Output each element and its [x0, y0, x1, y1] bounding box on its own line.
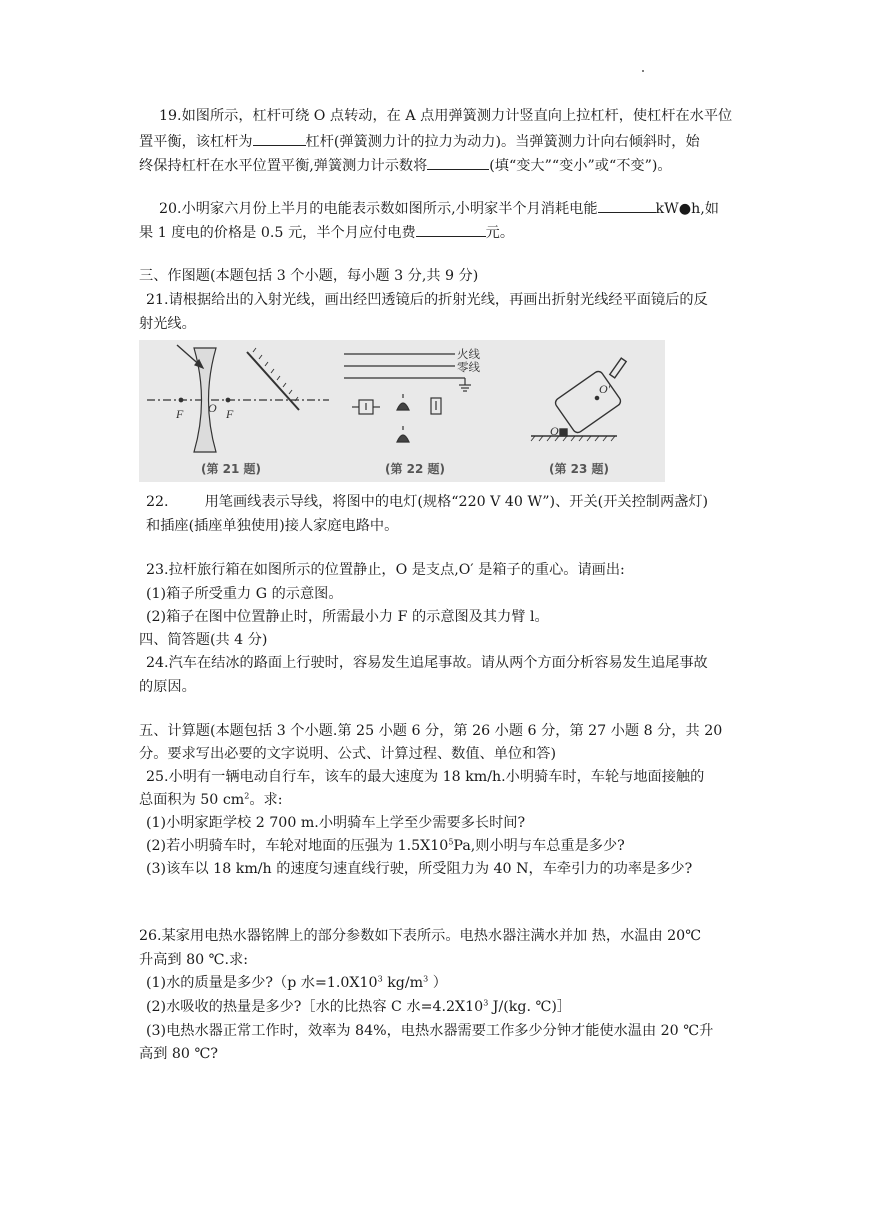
q20-line-1-end: kW●h,如	[655, 201, 719, 217]
q26-line-6: 高到 80 ℃?	[139, 1046, 218, 1062]
q26-line-3-end: ）	[428, 975, 447, 991]
q25-line-4-start: (2)若小明骑车时，车轮对地面的压强为 1.5X10	[146, 838, 449, 854]
q20-line-2-start: 果 1 度电的价格是 0.5 元，半个月应付电费	[139, 225, 416, 241]
caption-q21: (第 21 题)	[201, 462, 262, 476]
q19-line-2	[139, 131, 700, 152]
center-of-gravity-dot	[595, 396, 598, 399]
q19-line-2-end: 杠杆(弹簧测力计的拉力为动力)。当弹簧测力计向右倾斜时，始	[305, 134, 700, 150]
q26-line-4-start: (2)水吸收的热量是多少?［水的比热容 C 水=4.2X10	[146, 999, 484, 1015]
q25-line-2	[139, 790, 282, 810]
suitcase-body	[554, 370, 623, 435]
q21-line-1: 21.请根据给出的入射光线，画出经凹透镜后的折射光线，再画出折射光线经平面镜后的反	[146, 292, 708, 308]
q19-line-1: 19.如图所示，杠杆可绕 O 点转动，在 A 点用弹簧测力计竖直向上拉杠杆，使杠杆在水平位	[159, 108, 733, 124]
q26-line-3	[146, 973, 447, 993]
q20-line-1	[159, 198, 719, 219]
q26-line-3-start: (1)水的质量是多少?（p 水=1.0X10	[146, 975, 378, 991]
q20-line-1-start: 20.小明家六月份上半月的电能表示数如图所示,小明家半个月消耗电能	[159, 201, 598, 217]
q22-number: 22.	[146, 494, 169, 510]
q22-line-1	[146, 492, 708, 512]
caption-q22: (第 22 题)	[385, 462, 446, 476]
label-pivot: O	[550, 424, 559, 438]
q19-line-3	[139, 155, 672, 176]
focus-left-dot	[179, 398, 183, 402]
q25-line-5: (3)该车以 18 km/h 的速度匀速直线行驶，所受阻力为 40 N，车牵引力的功率是多少?	[146, 861, 693, 877]
q23-line-2: (1)箱子所受重力 G 的示意图。	[146, 586, 343, 602]
q25-line-4-end: Pa,则小明与车总重是多少?	[453, 838, 625, 854]
q26-line-3-sup-1: 3	[377, 974, 383, 984]
label-live-wire: 火线	[457, 347, 480, 361]
lamp-2	[397, 435, 409, 442]
q23-diagram	[531, 358, 626, 441]
q25-line-2-start: 总面积为 50 cm	[139, 792, 245, 808]
q22-diagram	[344, 354, 471, 442]
q22-line-2: 和插座(插座单独使用)接人家庭电路中。	[146, 518, 399, 534]
figure-strip	[139, 340, 665, 482]
q19-blank-2[interactable]	[427, 155, 489, 170]
label-optical-center: O	[208, 401, 217, 415]
suitcase-handle	[610, 358, 626, 378]
q26-line-3-mid: kg/m	[382, 975, 424, 991]
q25-line-1: 25.小明有一辆电动自行车，该车的最大速度为 18 km/h.小明骑车时，车轮与地面接触的	[146, 769, 705, 785]
q26-line-4	[146, 997, 571, 1017]
q19-line-3-end: (填“变大”“变小”或“不变”)。	[489, 158, 672, 174]
q25-line-2-end: 。求:	[249, 792, 283, 808]
q26-line-1: 26.某家用电热水器铭牌上的部分参数如下表所示。电热水器注满水并加 热，水温由 20℃	[139, 928, 702, 944]
q26-line-3-sup-2: 3	[423, 974, 429, 984]
q20-line-2	[139, 222, 514, 243]
q19-line-2-start: 置平衡，该杠杆为	[139, 134, 253, 150]
q22-text: 用笔画线表示导线，将图中的电灯(规格“220 V 40 W”)、开关(开关控制两盏灯)	[204, 494, 709, 510]
label-focus-left: F	[176, 407, 184, 421]
page-dot	[642, 70, 644, 72]
q26-line-4-end: J/(kg. ℃)］	[488, 999, 572, 1015]
lamp-1	[397, 403, 409, 410]
q20-line-2-end: 元。	[485, 225, 515, 241]
label-focus-right: F	[226, 407, 234, 421]
label-center-of-gravity: O′	[599, 382, 611, 396]
q25-line-3: (1)小明家距学校 2 700 m.小明骑车上学至少需要多长时间?	[146, 815, 526, 831]
q26-line-5: (3)电热水器正常工作时，效率为 84%，电热水器需要工作多少分钟才能使水温由 20 ℃升	[146, 1023, 714, 1039]
section-3-heading: 三、作图题(本题包括 3 个小题，每小题 3 分,共 9 分)	[139, 268, 479, 284]
q20-blank-2[interactable]	[416, 222, 486, 237]
q21-line-2: 射光线。	[139, 316, 196, 332]
q21-diagram	[147, 345, 329, 452]
q25-line-4-sup: 5	[448, 837, 454, 847]
plane-mirror	[247, 352, 299, 410]
q24-line-1: 24.汽车在结冰的路面上行驶时，容易发生追尾事故。请从两个方面分析容易发生追尾事故	[146, 655, 708, 671]
q25-line-2-sup: 2	[244, 791, 250, 801]
section-5-heading-line-1: 五、计算题(本题包括 3 个小题.第 25 小题 6 分，第 26 小题 6 分，第 27 小题 8 分，共 20	[139, 723, 723, 739]
caption-q23: (第 23 题)	[549, 462, 610, 476]
suitcase-wheel	[560, 429, 567, 436]
q23-line-3: (2)箱子在图中位置静止时，所需最小力 F 的示意图及其力臂 l。	[146, 609, 549, 625]
mirror-hatching	[253, 348, 298, 401]
q23-line-1: 23.拉杆旅行箱在如图所示的位置静止，O 是支点,O′ 是箱子的重心。请画出:	[146, 562, 625, 578]
q19-line-3-start: 终保持杠杆在水平位置平衡,弹簧测力计示数将	[139, 158, 428, 174]
q25-line-4	[146, 836, 625, 856]
q26-line-4-sup: 3	[483, 998, 489, 1008]
q24-line-2: 的原因。	[139, 679, 196, 695]
focus-right-dot	[226, 398, 230, 402]
q26-line-2: 升高到 80 ℃.求:	[139, 952, 248, 968]
q19-blank-1[interactable]	[253, 131, 306, 146]
label-neutral-wire: 零线	[457, 360, 480, 374]
section-5-heading-line-2: 分。要求写出必要的文字说明、公式、计算过程、数值、单位和答)	[139, 746, 556, 762]
q20-blank-1[interactable]	[598, 198, 656, 213]
section-4-heading: 四、简答题(共 4 分)	[139, 632, 268, 648]
